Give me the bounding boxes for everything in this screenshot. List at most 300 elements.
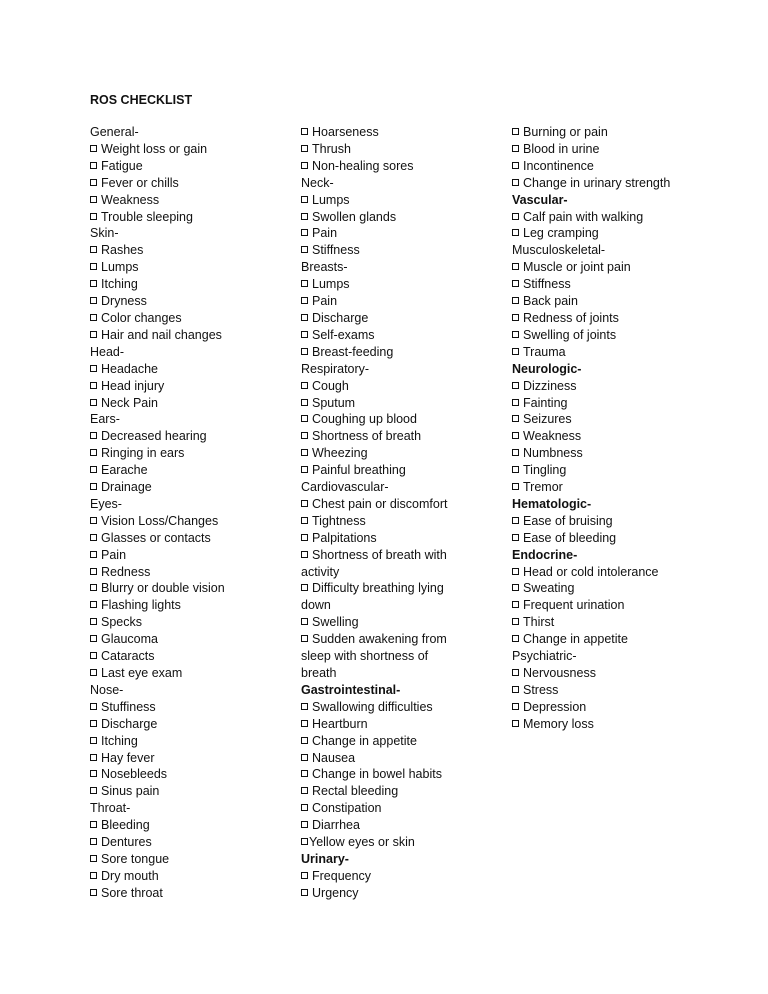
- checklist-item[interactable]: [301, 242, 459, 259]
- checkbox-icon[interactable]: [90, 432, 97, 439]
- checkbox-icon[interactable]: [512, 382, 519, 389]
- section-heading: Cardiovascular-: [301, 480, 389, 495]
- checkbox-icon[interactable]: [301, 889, 308, 896]
- checklist-item[interactable]: [301, 124, 459, 141]
- checkbox-icon[interactable]: [512, 263, 519, 270]
- checklist-item[interactable]: [301, 800, 459, 817]
- checklist-item[interactable]: [512, 158, 722, 175]
- checkbox-icon[interactable]: [512, 483, 519, 490]
- checklist-item[interactable]: [90, 783, 290, 800]
- checkbox-icon[interactable]: [90, 365, 97, 372]
- checkbox-icon[interactable]: [90, 213, 97, 220]
- checkbox-icon[interactable]: [90, 889, 97, 896]
- checklist-item[interactable]: [90, 479, 290, 496]
- checklist-item-label: Last eye exam: [101, 666, 183, 680]
- checklist-item[interactable]: [512, 564, 722, 581]
- checklist-item-label: Fever or chills: [101, 175, 179, 190]
- checkbox-icon[interactable]: [90, 517, 97, 524]
- checklist-item[interactable]: [90, 564, 290, 581]
- checklist-item-label: Swallowing difficulties: [312, 699, 433, 714]
- checkbox-icon[interactable]: [90, 314, 97, 321]
- checkbox-icon[interactable]: [301, 382, 308, 389]
- checklist-item[interactable]: [301, 276, 459, 293]
- checkbox-icon[interactable]: [301, 314, 308, 321]
- checklist-item-label: Constipation: [312, 801, 382, 816]
- checkbox-icon[interactable]: [301, 331, 308, 338]
- checklist-item[interactable]: [301, 496, 459, 513]
- checklist-item[interactable]: [90, 141, 290, 158]
- checkbox-icon[interactable]: [301, 703, 308, 710]
- checklist-item[interactable]: [512, 699, 722, 716]
- checklist-item[interactable]: [301, 699, 459, 716]
- checklist-item[interactable]: [301, 631, 459, 682]
- checkbox-icon[interactable]: [512, 213, 519, 220]
- checklist-item-label: Dizziness: [523, 378, 577, 393]
- checklist-item[interactable]: [512, 225, 722, 242]
- section-heading: Skin-: [90, 226, 119, 241]
- checklist-item[interactable]: [512, 530, 722, 547]
- checkbox-icon[interactable]: [301, 466, 308, 473]
- section-heading: Respiratory-: [301, 361, 370, 376]
- checklist-item[interactable]: [512, 428, 722, 445]
- checklist-item-label: Palpitations: [312, 530, 377, 545]
- section-heading: Nose-: [90, 682, 124, 697]
- checkbox-icon[interactable]: [512, 720, 519, 727]
- checklist-item-label: Stiffness: [523, 277, 571, 292]
- checkbox-icon[interactable]: [90, 196, 97, 203]
- checkbox-icon[interactable]: [301, 297, 308, 304]
- checkbox-icon[interactable]: [301, 415, 308, 422]
- checkbox-icon[interactable]: [90, 466, 97, 473]
- checklist-item[interactable]: [512, 631, 722, 648]
- checklist-item[interactable]: [301, 766, 459, 783]
- checklist-item-label: Frequent urination: [523, 598, 625, 613]
- checklist-item-label: Muscle or joint pain: [523, 260, 631, 275]
- checkbox-icon[interactable]: [301, 635, 308, 642]
- checkbox-icon[interactable]: [301, 770, 308, 777]
- checkbox-icon[interactable]: [512, 297, 519, 304]
- checklist-item-label: Weakness: [101, 192, 160, 207]
- checkbox-icon[interactable]: [512, 128, 519, 135]
- checklist-item[interactable]: [301, 310, 459, 327]
- checklist-item[interactable]: [512, 479, 722, 496]
- checkbox-icon[interactable]: [512, 568, 519, 575]
- checkbox-icon[interactable]: [301, 500, 308, 507]
- checklist-column-3: [512, 124, 722, 733]
- checkbox-icon[interactable]: [90, 720, 97, 727]
- checklist-item[interactable]: [90, 445, 290, 462]
- checkbox-icon[interactable]: [512, 415, 519, 422]
- checklist-item-label: Nausea: [312, 750, 356, 765]
- checklist-item-label: Swelling of joints: [523, 327, 617, 342]
- checklist-item-label: Lumps: [312, 192, 350, 207]
- checklist-item[interactable]: [90, 631, 290, 648]
- checkbox-icon[interactable]: [301, 128, 308, 135]
- checklist-item[interactable]: [301, 530, 459, 547]
- checkbox-icon[interactable]: [512, 703, 519, 710]
- checkbox-icon[interactable]: [90, 382, 97, 389]
- checklist-item[interactable]: [90, 428, 290, 445]
- checklist-item[interactable]: [301, 733, 459, 750]
- checklist-item-label: Leg cramping: [523, 226, 599, 241]
- checkbox-icon[interactable]: [512, 584, 519, 591]
- checkbox-icon[interactable]: [512, 280, 519, 287]
- checklist-item[interactable]: [301, 192, 459, 209]
- checklist-item[interactable]: [301, 614, 459, 631]
- checkbox-icon[interactable]: [90, 787, 97, 794]
- section-heading: Endocrine-: [512, 547, 578, 562]
- checklist-item-label: Decreased hearing: [101, 429, 207, 444]
- checklist-item[interactable]: [90, 327, 290, 344]
- checkbox-icon[interactable]: [301, 280, 308, 287]
- checkbox-icon[interactable]: [512, 432, 519, 439]
- checklist-item[interactable]: [301, 445, 459, 462]
- checklist-item-label: Glaucoma: [101, 632, 158, 647]
- checkbox-icon[interactable]: [301, 399, 308, 406]
- checkbox-icon[interactable]: [90, 635, 97, 642]
- checkbox-icon[interactable]: [90, 703, 97, 710]
- checkbox-icon[interactable]: [90, 872, 97, 879]
- checklist-item[interactable]: [512, 614, 722, 631]
- checklist-item[interactable]: [301, 462, 459, 479]
- checklist-item-label: Itching: [101, 277, 138, 292]
- checklist-item[interactable]: [301, 513, 459, 530]
- checklist-item[interactable]: [90, 597, 290, 614]
- checkbox-icon[interactable]: [301, 196, 308, 203]
- checkbox-icon[interactable]: [301, 584, 308, 591]
- checklist-item[interactable]: [512, 293, 722, 310]
- checklist-item-label: Painful breathing: [312, 463, 406, 478]
- checkbox-icon[interactable]: [90, 179, 97, 186]
- checklist-item[interactable]: [301, 378, 459, 395]
- checkbox-icon[interactable]: [90, 145, 97, 152]
- checklist-item[interactable]: [90, 242, 290, 259]
- checkbox-icon[interactable]: [90, 399, 97, 406]
- section-heading: Psychiatric-: [512, 649, 577, 664]
- checklist-item[interactable]: [90, 885, 290, 902]
- checklist-item[interactable]: [512, 378, 722, 395]
- checklist-item[interactable]: [512, 665, 722, 682]
- checklist-item[interactable]: [301, 428, 459, 445]
- checklist-item-label: Pain: [312, 226, 338, 241]
- checklist-item[interactable]: [90, 817, 290, 834]
- checkbox-icon[interactable]: [301, 737, 308, 744]
- checkbox-icon[interactable]: [90, 263, 97, 270]
- checklist-item-label: Glasses or contacts: [101, 530, 211, 545]
- checkbox-icon[interactable]: [512, 534, 519, 541]
- checklist-item[interactable]: [90, 665, 290, 682]
- checkbox-icon[interactable]: [90, 297, 97, 304]
- checklist-item-label: Ease of bleeding: [523, 530, 617, 545]
- checklist-item-label: Swollen glands: [312, 209, 397, 224]
- checklist-item-label: Cough: [312, 378, 349, 393]
- checklist-item-label: Sweating: [523, 581, 575, 596]
- checklist-item-label: Numbness: [523, 446, 583, 461]
- checklist-item[interactable]: [512, 597, 722, 614]
- checklist-item[interactable]: [301, 547, 459, 581]
- section-heading: Neck-: [301, 175, 334, 190]
- checkbox-icon[interactable]: [512, 686, 519, 693]
- checklist-item-label: Specks: [101, 615, 142, 630]
- checklist-item[interactable]: [512, 395, 722, 412]
- checkbox-icon[interactable]: [301, 754, 308, 761]
- checkbox-icon[interactable]: [301, 804, 308, 811]
- checklist-item[interactable]: [512, 141, 722, 158]
- checklist-item-label: Diarrhea: [312, 818, 360, 833]
- checklist-item[interactable]: [512, 276, 722, 293]
- checklist-item-label: Incontinence: [523, 158, 594, 173]
- checklist-item-label: Shortness of breath: [312, 429, 422, 444]
- checklist-item-label: Ringing in ears: [101, 446, 185, 461]
- checkbox-icon[interactable]: [90, 483, 97, 490]
- checkbox-icon[interactable]: [301, 432, 308, 439]
- section-heading: Hematologic-: [512, 496, 592, 511]
- section-heading: General-: [90, 125, 139, 139]
- checkbox-icon[interactable]: [512, 229, 519, 236]
- checkbox-icon[interactable]: [90, 162, 97, 169]
- checkbox-icon[interactable]: [301, 348, 308, 355]
- checklist-item[interactable]: [90, 851, 290, 868]
- checklist-item[interactable]: [90, 378, 290, 395]
- checkbox-icon[interactable]: [301, 618, 308, 625]
- checkbox-icon[interactable]: [90, 838, 97, 845]
- checklist-item[interactable]: [301, 141, 459, 158]
- checklist-item[interactable]: [512, 310, 722, 327]
- checkbox-icon[interactable]: [90, 551, 97, 558]
- checklist-column-2: [301, 124, 459, 902]
- checklist-item[interactable]: [512, 124, 722, 141]
- checklist-item[interactable]: [512, 344, 722, 361]
- checklist-item[interactable]: [512, 259, 722, 276]
- checklist-item-label: Sore throat: [101, 885, 163, 900]
- checkbox-icon[interactable]: [301, 872, 308, 879]
- checklist-item-label: Weakness: [523, 429, 582, 444]
- checklist-item[interactable]: [90, 699, 290, 716]
- checkbox-icon[interactable]: [512, 449, 519, 456]
- checklist-item[interactable]: [301, 209, 459, 226]
- checkbox-icon[interactable]: [512, 669, 519, 676]
- checklist-item[interactable]: [90, 530, 290, 547]
- checkbox-icon[interactable]: [512, 601, 519, 608]
- checklist-item-label: Fatigue: [101, 158, 143, 173]
- checklist-item[interactable]: [301, 783, 459, 800]
- checkbox-icon[interactable]: [301, 534, 308, 541]
- checklist-item-label: Heartburn: [312, 716, 368, 731]
- checklist-item[interactable]: [301, 327, 459, 344]
- checkbox-icon[interactable]: [301, 449, 308, 456]
- checklist-item[interactable]: [512, 327, 722, 344]
- checklist-item-label: Chest pain or discomfort: [312, 496, 448, 511]
- checklist-item[interactable]: [301, 817, 459, 834]
- checkbox-icon[interactable]: [301, 720, 308, 727]
- checkbox-icon[interactable]: [90, 737, 97, 744]
- checklist-item-label: Cataracts: [101, 649, 155, 664]
- checklist-item[interactable]: [90, 259, 290, 276]
- checklist-item[interactable]: [301, 834, 459, 851]
- checkbox-icon[interactable]: [90, 280, 97, 287]
- checkbox-icon[interactable]: [301, 162, 308, 169]
- checklist-item-label: Wheezing: [312, 446, 368, 461]
- checklist-item[interactable]: [90, 614, 290, 631]
- checkbox-icon[interactable]: [512, 179, 519, 186]
- checklist-item[interactable]: [301, 868, 459, 885]
- checklist-item-label: Sputum: [312, 395, 356, 410]
- checklist-item[interactable]: [301, 885, 459, 902]
- checklist-item[interactable]: [90, 648, 290, 665]
- section-heading: Breasts-: [301, 260, 348, 275]
- checkbox-icon[interactable]: [512, 466, 519, 473]
- checkbox-icon[interactable]: [301, 821, 308, 828]
- checklist-item-label: Lumps: [101, 260, 139, 275]
- checklist-item-label: Stress: [523, 682, 559, 697]
- checklist-item[interactable]: [512, 175, 722, 192]
- checkbox-icon[interactable]: [90, 534, 97, 541]
- checklist-item[interactable]: [90, 868, 290, 885]
- checklist-column-1: [90, 124, 290, 902]
- section-heading: Head-: [90, 344, 125, 359]
- checkbox-icon[interactable]: [512, 399, 519, 406]
- checklist-item-label: Frequency: [312, 868, 372, 883]
- checkbox-icon[interactable]: [90, 618, 97, 625]
- checklist-item[interactable]: [90, 192, 290, 209]
- checklist-item-label: Redness: [101, 564, 151, 579]
- checkbox-icon[interactable]: [90, 754, 97, 761]
- checklist-item[interactable]: [301, 158, 459, 175]
- checklist-item[interactable]: [301, 411, 459, 428]
- checklist-item-label: Dentures: [101, 835, 152, 850]
- checklist-item[interactable]: [90, 733, 290, 750]
- checklist-item-label: Blood in urine: [523, 141, 600, 156]
- checklist-item-label: Nervousness: [523, 666, 596, 680]
- checklist-item-label: Head or cold intolerance: [523, 564, 659, 579]
- checkbox-icon[interactable]: [512, 145, 519, 152]
- checkbox-icon[interactable]: [90, 669, 97, 676]
- checkbox-icon[interactable]: [90, 652, 97, 659]
- checkbox-icon[interactable]: [301, 787, 308, 794]
- checklist-item-label: Difficulty breathing lying down: [301, 581, 444, 613]
- checklist-item[interactable]: [301, 225, 459, 242]
- checklist-item-label: Change in bowel habits: [312, 767, 442, 782]
- checklist-item-label: Ease of bruising: [523, 513, 613, 528]
- checkbox-icon[interactable]: [512, 517, 519, 524]
- checklist-item[interactable]: [90, 293, 290, 310]
- checklist-item-label: Pain: [101, 547, 127, 562]
- checkbox-icon[interactable]: [90, 770, 97, 777]
- checklist-item[interactable]: [90, 361, 290, 378]
- checkbox-icon[interactable]: [301, 145, 308, 152]
- checklist-item[interactable]: [90, 175, 290, 192]
- checklist-item[interactable]: [90, 158, 290, 175]
- checkbox-icon[interactable]: [90, 246, 97, 253]
- checklist-item[interactable]: [301, 293, 459, 310]
- checklist-item-label: Trouble sleeping: [101, 209, 193, 224]
- checklist-item[interactable]: [90, 310, 290, 327]
- checkbox-icon[interactable]: [301, 246, 308, 253]
- checklist-item-label: Pain: [312, 294, 338, 309]
- checkbox-icon[interactable]: [301, 838, 308, 845]
- checklist-item-label: Coughing up blood: [312, 412, 417, 427]
- checklist-item[interactable]: [301, 716, 459, 733]
- checklist-item-label: Redness of joints: [523, 310, 619, 325]
- checklist-item[interactable]: [512, 716, 722, 733]
- checkbox-icon[interactable]: [512, 618, 519, 625]
- checklist-item[interactable]: [90, 462, 290, 479]
- checklist-item[interactable]: [90, 750, 290, 767]
- checkbox-icon[interactable]: [301, 229, 308, 236]
- checklist-item-label: Hair and nail changes: [101, 327, 222, 342]
- checklist-item-label: Weight loss or gain: [101, 141, 208, 156]
- page-title: ROS CHECKLIST: [90, 93, 193, 107]
- checklist-item[interactable]: [90, 766, 290, 783]
- checklist-item-label: Head injury: [101, 378, 165, 393]
- checklist-item-label: Lumps: [312, 277, 350, 292]
- checkbox-icon[interactable]: [90, 331, 97, 338]
- checkbox-icon[interactable]: [90, 584, 97, 591]
- checklist-item[interactable]: [90, 513, 290, 530]
- checklist-item[interactable]: [512, 462, 722, 479]
- checkbox-icon[interactable]: [90, 568, 97, 575]
- checklist-item-label: Depression: [523, 699, 587, 714]
- section-heading: Eyes-: [90, 496, 122, 511]
- checklist-item[interactable]: [90, 209, 290, 226]
- checklist-item[interactable]: [512, 513, 722, 530]
- checkbox-icon[interactable]: [512, 314, 519, 321]
- checklist-item-label: Trauma: [523, 344, 566, 359]
- checklist-item[interactable]: [512, 580, 722, 597]
- checkbox-icon[interactable]: [512, 162, 519, 169]
- checklist-item[interactable]: [512, 682, 722, 699]
- checklist-item[interactable]: [90, 716, 290, 733]
- checklist-item-label: Neck Pain: [101, 395, 158, 410]
- checkbox-icon[interactable]: [512, 331, 519, 338]
- checklist-item[interactable]: [90, 276, 290, 293]
- checklist-item-label: Dry mouth: [101, 868, 159, 883]
- checkbox-icon[interactable]: [512, 635, 519, 642]
- checklist-item-label: Change in appetite: [312, 733, 417, 748]
- checklist-item[interactable]: [90, 395, 290, 412]
- checklist-item-label: Color changes: [101, 310, 182, 325]
- checkbox-icon[interactable]: [301, 517, 308, 524]
- checklist-item-label: Change in urinary strength: [523, 175, 671, 190]
- section-heading: Vascular-: [512, 192, 568, 207]
- checklist-item[interactable]: [301, 580, 459, 614]
- checklist-item-label: Tightness: [312, 513, 366, 528]
- checkbox-icon[interactable]: [90, 449, 97, 456]
- checklist-item-label: Change in appetite: [523, 632, 628, 647]
- checklist-item[interactable]: [301, 344, 459, 361]
- checkbox-icon[interactable]: [90, 601, 97, 608]
- checklist-item[interactable]: [90, 547, 290, 564]
- checklist-item[interactable]: [512, 411, 722, 428]
- checklist-item[interactable]: [90, 580, 290, 597]
- checkbox-icon[interactable]: [301, 213, 308, 220]
- checklist-item-label: Rectal bleeding: [312, 784, 399, 799]
- checklist-item[interactable]: [301, 750, 459, 767]
- checkbox-icon[interactable]: [301, 551, 308, 558]
- checklist-item[interactable]: [90, 834, 290, 851]
- checklist-item[interactable]: [512, 209, 722, 226]
- checklist-item[interactable]: [301, 395, 459, 412]
- checklist-item-label: Nosebleeds: [101, 767, 168, 782]
- checkbox-icon[interactable]: [512, 348, 519, 355]
- checkbox-icon[interactable]: [90, 855, 97, 862]
- section-heading: Musculoskeletal-: [512, 243, 606, 258]
- checkbox-icon[interactable]: [90, 821, 97, 828]
- checklist-item-label: Back pain: [523, 294, 578, 309]
- checklist-item-label: Discharge: [312, 310, 369, 325]
- checklist-item[interactable]: [512, 445, 722, 462]
- checklist-item-label: Stiffness: [312, 243, 360, 258]
